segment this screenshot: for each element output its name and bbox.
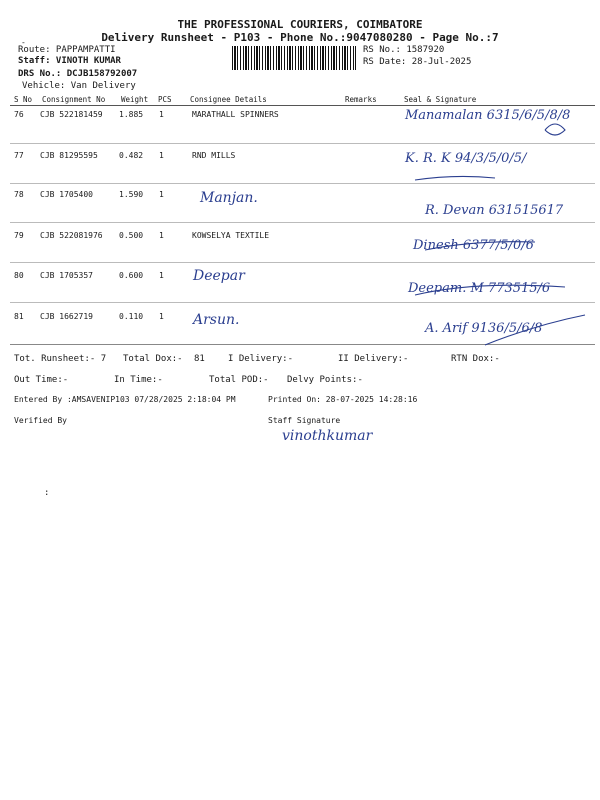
row-sno: 78 [14,190,24,199]
row-consignment: CJB 1705400 [40,190,93,199]
scribble-mark [485,315,585,345]
handwritten-consignee: Deepar [193,268,245,284]
total-dox-label: Total Dox:- [123,354,183,364]
dash-mark: - [21,38,26,47]
row-pcs: 1 [159,110,164,119]
row-sno: 79 [14,231,24,240]
verified-by-label: Verified By [14,416,67,425]
row-pcs: 1 [159,312,164,321]
signature-row-80: Deepam. M 773515/6 [408,281,551,296]
col-consignee: Consignee Details [190,95,267,104]
row-weight: 1.590 [119,190,144,199]
handwritten-consignee: Manjan. [200,190,258,206]
printed-on: Printed On: 28-07-2025 14:28:16 [268,395,418,404]
rs-date: RS Date: 28-Jul-2025 [363,57,472,67]
scribble-mark [545,124,565,135]
signature-row-79: Dinesh 6377/5/0/6 [413,238,534,253]
col-weight: Weight [121,95,149,104]
col-pcs: PCS [158,95,172,104]
row-weight: 0.500 [119,231,144,240]
runsheet-subtitle: Delivery Runsheet - P103 - Phone No.:9047080280 - Page No.:7 [101,31,499,44]
scribble-mark [415,176,495,180]
staff-signature-label: Staff Signature [268,416,341,425]
drs-number: DRS No.: DCJB158792007 [18,69,138,79]
company-title: THE PROFESSIONAL COURIERS, COIMBATORE [177,18,423,31]
row-consignment: CJB 522081976 [40,231,103,240]
col-sno: S No [14,95,33,104]
delvy-points-label: Delvy Points:- [287,375,363,385]
row-weight: 0.482 [119,151,144,160]
route-label: Route: PAPPAMPATTI [18,45,116,55]
row-consignee: KOWSELYA TEXTILE [192,231,270,240]
row-consignment: CJB 522181459 [40,110,103,119]
row-consignee: RND MILLS [192,151,236,160]
row-pcs: 1 [159,231,164,240]
row-consignee: MARATHALL SPINNERS [192,110,279,119]
scribble-mark [415,285,565,295]
signature-row-81: A. Arif 9136/5/6/8 [425,321,543,336]
col-signature: Seal & Signature [404,95,477,104]
rs-number: RS No.: 1587920 [363,45,445,55]
barcode [232,46,356,70]
out-time-label: Out Time:- [14,375,69,385]
row-weight: 0.600 [119,271,144,280]
ii-delivery-label: II Delivery:- [338,354,409,364]
row-weight: 0.110 [119,312,144,321]
entered-by: Entered By :AMSAVENIP103 07/28/2025 2:18:04 PM [14,395,236,404]
row-consignment: CJB 81295595 [40,151,98,160]
row-weight: 1.885 [119,110,144,119]
total-dox-value: 81 [194,354,205,364]
in-time-label: In Time:- [114,375,163,385]
scribble-mark [425,242,535,250]
vehicle-label: Vehicle: Van Delivery [22,81,136,91]
i-delivery-label: I Delivery:- [228,354,294,364]
handwritten-consignee: Arsun. [193,312,240,328]
col-remarks: Remarks [345,95,377,104]
signature-row-78: R. Devan 631515617 [425,203,564,218]
staff-label: Staff: VINOTH KUMAR [18,56,121,66]
row-pcs: 1 [159,271,164,280]
row-consignment: CJB 1705357 [40,271,93,280]
row-consignment: CJB 1662719 [40,312,93,321]
signature-row-77: K. R. K 94/3/5/0/5/ [405,151,527,166]
row-sno: 81 [14,312,24,321]
stray-mark: : [44,488,50,498]
total-pod-label: Total POD:- [209,375,269,385]
rtn-dox-label: RTN Dox:- [451,354,500,364]
row-pcs: 1 [159,190,164,199]
signature-row-76: Manamalan 6315/6/5/8/8 [405,108,571,123]
signature-scribbles [395,100,595,355]
row-sno: 76 [14,110,24,119]
row-sno: 80 [14,271,24,280]
col-consignment: Consignment No [42,95,106,104]
total-runsheet: Tot. Runsheet:- 7 [14,354,107,364]
row-sno: 77 [14,151,24,160]
row-pcs: 1 [159,151,164,160]
staff-signature: vinothkumar [282,428,373,444]
